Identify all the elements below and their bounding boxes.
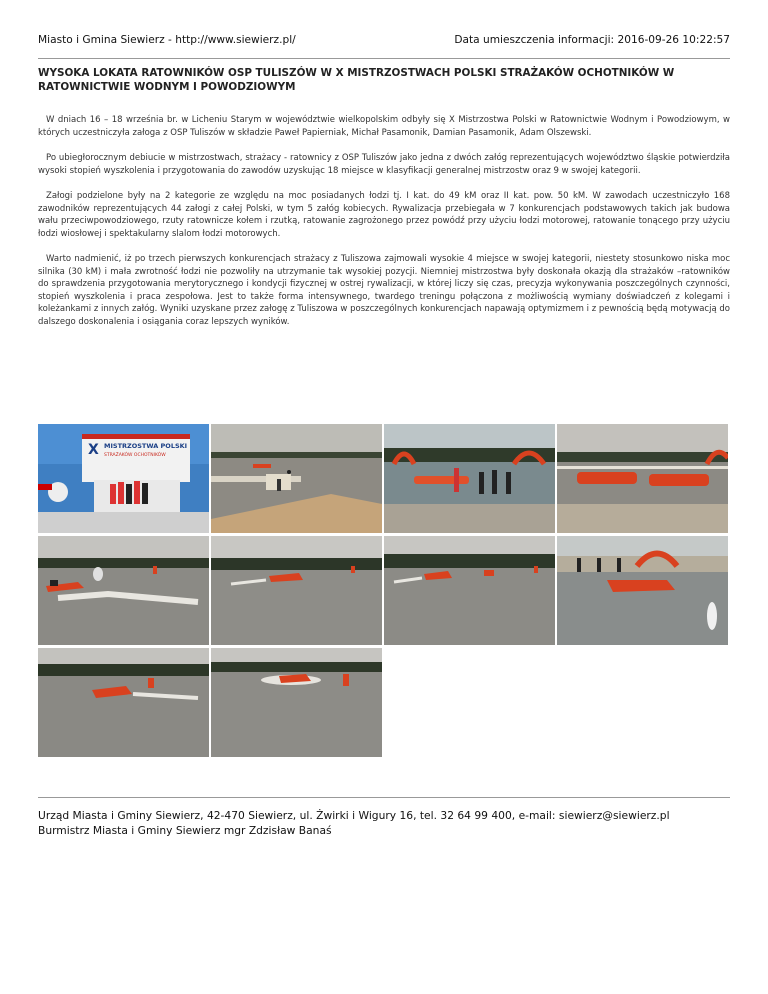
gallery-photo-rescue-boat[interactable] [557, 536, 728, 645]
banner-line-2: STRAŻAKÓW OCHOTNIKÓW [104, 453, 166, 458]
footer-mayor: Burmistrz Miasta i Gminy Siewierz mgr Zdzisław Banaś [38, 824, 332, 837]
gallery-photo-slalom-3[interactable] [384, 536, 555, 645]
footer-divider [38, 797, 730, 798]
page-header [38, 34, 730, 46]
banner-number: X [88, 442, 99, 458]
photo-gallery [38, 424, 730, 758]
article-title: WYSOKA LOKATA RATOWNIKÓW OSP TULISZÓW W X MISTRZOSTWACH POLSKI STRAŻAKÓW OCHOTNIKÓW W RATOWNICTWIE WODNYM I POWODZIOWYM [38, 67, 675, 93]
gallery-photo-slalom-2[interactable] [211, 536, 382, 645]
banner-line-1: MISTRZOSTWA POLSKI [104, 442, 188, 450]
publication-date: Data umieszczenia informacji: 2016-09-26 10:22:57 [454, 34, 730, 46]
gallery-photo-shore-team[interactable] [384, 424, 555, 533]
article-paragraph: Po ubiegłorocznym debiucie w mistrzostwach, strażacy - ratownicy z OSP Tuliszów jako jedna z dwóch załóg reprezentujących województwo śląskie potwierdziła wysoki stopień wyszkolenia i przygotowania do zawodów uzyskując 18 miejsce w klasyfikacji generalnej mistrzostw oraz 9 w swojej kategorii. [38, 153, 730, 176]
article-paragraph: W dniach 16 – 18 września br. w Licheniu Starym w województwie wielkopolskim odbyły się X Mistrzostwa Polski w Ratownictwie Wodnym i Powodziowym, w których uczestniczyła załoga z OSP Tuliszów w składzie Paweł Papierniak, Michał Pasamonik, Damian Pasamonik, Adam Olszewski. [38, 115, 730, 138]
footer-address: Urząd Miasta i Gminy Siewierz, 42-470 Siewierz, ul. Żwirki i Wigury 16, tel. 32 64 99 400, e-mail: siewierz@siewierz.pl [38, 809, 670, 822]
site-name: Miasto i Gmina Siewierz - http://www.siewierz.pl/ [38, 34, 296, 46]
gallery-photo-pier[interactable] [211, 424, 382, 533]
article-paragraph: Załogi podzielone były na 2 kategorie ze względu na moc posiadanych łodzi tj. I kat. do 49 kM oraz II kat. pow. 50 kM. W zawodach uczestniczyło 168 zawodników reprezentujących 44 załogi z całej Polski, w tym 5 załóg kobiecych. Rywalizacja przebiegała w 7 konkurencjach podstawowych takich jak budowa wału przeciwpowodziowego, rzuty ratownicze kołem i rzutką, ratowanie zagrożonego przez powódź przy użyciu łodzi motorowej, ratowanie tonącego przy użyciu łodzi wiosłowej i spektakularny slalom łodzi motorowych. [38, 191, 730, 239]
gallery-photo-boat-landing[interactable] [557, 424, 728, 533]
article-paragraph: Warto nadmienić, iż po trzech pierwszych konkurencjach strażacy z Tuliszowa zajmowali wysokie 4 miejsce w swojej kategorii, niestety stosunkowo niska moc silnika (30 kM) i mała zwrotność łodzi nie pozwoliły na utrzymanie tak wysokiej pozycji. Niemniej mistrzostwa były doskonała okazją dla strażaków –ratowników do sprawdzenia przygotowania merytorycznego i kondycji fizycznej w ostrej rywalizacji, w której liczy się czas, precyzja wykonywania poszczególnych czynności, stopień wyszkolenia i praca zespołowa. Jest to także forma intensywnego, twardego treningu połączona z możliwością wymiany doświadczeń z kolegami i koleżankami z innych załóg. Wyniki uzyskane przez załogę z Tuliszowa w poszczególnych konkurencjach napawają optymizmem i z pewnością będą motywacją do dalszego doskonalenia i osiągania coraz lepszych wyników. [38, 254, 730, 327]
header-divider [38, 58, 730, 59]
gallery-photo-podium[interactable] [38, 424, 209, 533]
gallery-photo-slalom-5[interactable] [211, 648, 382, 757]
gallery-photo-slalom-4[interactable] [38, 648, 209, 757]
article-body [38, 114, 730, 341]
gallery-photo-slalom-1[interactable] [38, 536, 209, 645]
page-footer [38, 808, 730, 838]
